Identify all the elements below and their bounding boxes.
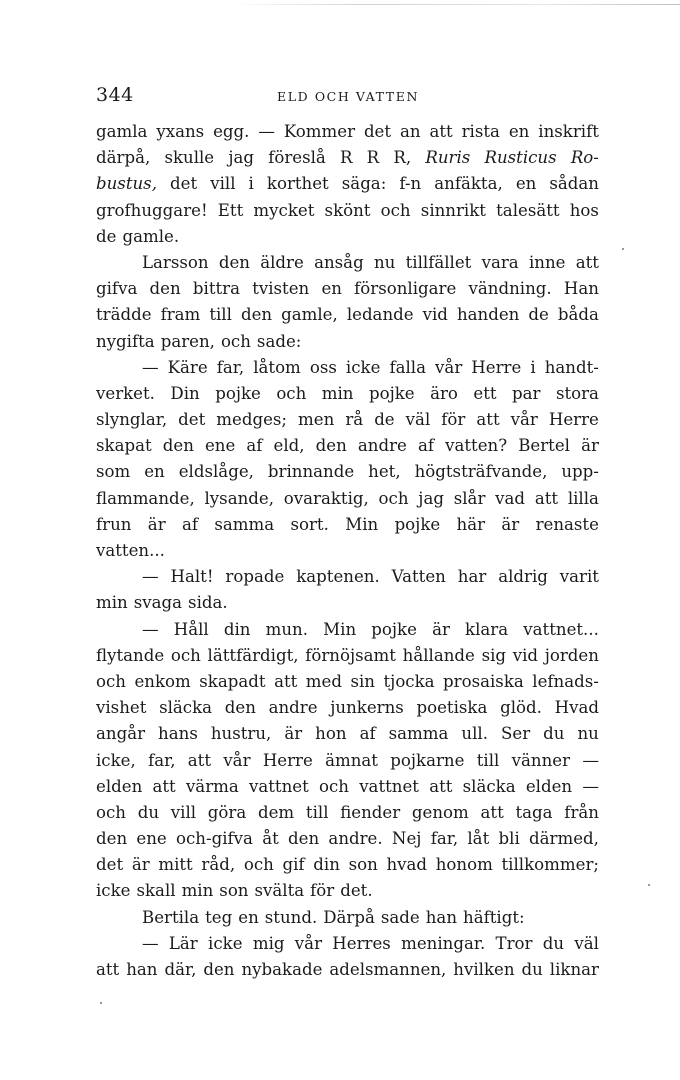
scan-speck xyxy=(648,884,650,886)
scan-edge-line xyxy=(230,4,680,5)
text-line: och enkom skapadt att med sin tjocka prosaiska lefnads- xyxy=(96,671,599,691)
text-line: frun är af samma sort. Min pojke här är renaste xyxy=(96,514,599,534)
text-line: Bertila teg en stund. Därpå sade han häftigt: xyxy=(142,907,525,927)
text-line: — Käre far, låtom oss icke falla vår Herre i handt- xyxy=(142,357,599,377)
text-line: vatten... xyxy=(96,541,165,560)
text-line: de gamle. xyxy=(96,226,180,246)
text-line: den ene och-gifva åt den andre. Nej far, låt bli därmed, xyxy=(96,829,599,849)
text-line: därpå, skulle jag föreslå R R R, Ruris Rusticus Ro- xyxy=(96,148,599,168)
text-line: vishet släcka den andre junkerns poetiska glöd. Hvad xyxy=(96,698,599,718)
body-text xyxy=(96,119,599,983)
text-line: nygifta paren, och sade: xyxy=(96,331,302,351)
text-line: det är mitt råd, och gif din son hvad honom tillkommer; xyxy=(96,855,599,875)
text-line: — Håll din mun. Min pojke är klara vattnet... xyxy=(142,619,599,639)
text-line: icke skall min son svälta för det. xyxy=(96,881,373,901)
scan-speck xyxy=(622,248,624,250)
text-line: — Lär icke mig vår Herres meningar. Tror du väl xyxy=(142,933,599,953)
text-line: skapat den ene af eld, den andre af vatten? Bertel är xyxy=(96,436,599,456)
text-line: — Halt! ropade kaptenen. Vatten har aldrig varit xyxy=(142,567,599,587)
text-line: trädde fram till den gamle, ledande vid handen de båda xyxy=(96,305,599,325)
text-line: flytande och lättfärdigt, förnöjsamt hållande sig vid jorden xyxy=(96,645,599,665)
running-title: ELD OCH VATTEN xyxy=(277,89,419,104)
text-line: som en eldslåge, brinnande het, högtsträfvande, upp- xyxy=(96,462,599,482)
text-line: icke, far, att vår Herre ämnat pojkarne till vänner — xyxy=(96,750,599,770)
text-line: angår hans hustru, är hon af samma ull. Ser du nu xyxy=(96,724,599,744)
text-line: och du vill göra dem till fiender genom att taga från xyxy=(96,802,599,822)
page-header xyxy=(96,84,600,110)
text-line: Larsson den äldre ansåg nu tillfället vara inne att xyxy=(142,252,599,272)
text-line: min svaga sida. xyxy=(96,593,228,613)
text-line: elden att värma vattnet och vattnet att släcka elden — xyxy=(96,776,599,796)
text-line: verket. Din pojke och min pojke äro ett par stora xyxy=(96,383,599,403)
text-line: att han där, den nybakade adelsmannen, hvilken du liknar xyxy=(96,960,599,979)
scan-speck xyxy=(100,1002,102,1004)
text-line: gamla yxans egg. — Kommer det an att rista en inskrift xyxy=(96,122,599,141)
text-line: grofhuggare! Ett mycket skönt och sinnrikt talesätt hos xyxy=(96,200,599,220)
text-line: slynglar, det medges; men rå de väl för att vår Herre xyxy=(96,410,599,430)
text-line: bustus, det vill i korthet säga: f-n anfäkta, en sådan xyxy=(96,174,599,194)
page-number: 344 xyxy=(96,84,134,106)
text-line: gifva den bittra tvisten en försonligare vändning. Han xyxy=(96,279,599,299)
text-line: flammande, lysande, ovaraktig, och jag slår vad att lilla xyxy=(96,488,599,508)
